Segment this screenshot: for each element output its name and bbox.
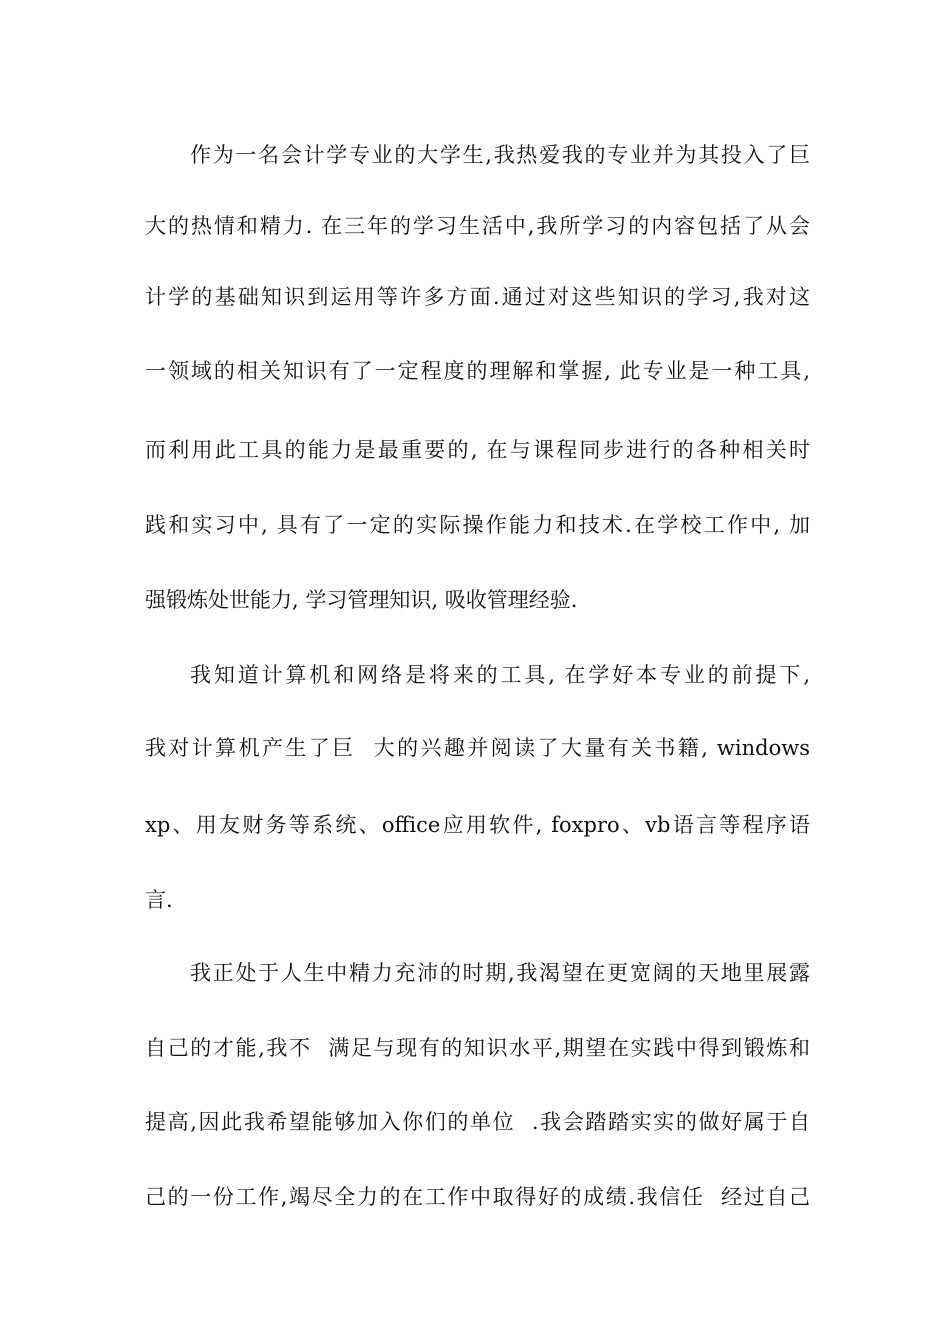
paragraph-3-line-2: 自己的才能,我不 满足与现有的知识水平,期望在实践中得到锻炼和: [145, 1036, 810, 1060]
paragraph-3-line-3: 提高,因此我希望能够加入你们的单位 .我会踏踏实实的做好属于自: [145, 1110, 810, 1134]
paragraph-1-line-4: 一领域的相关知识有了一定程度的理解和掌握, 此专业是一种工具,: [145, 359, 810, 383]
paragraph-1-line-1: 作为一名会计学专业的大学生,我热爱我的专业并为其投入了巨: [190, 143, 810, 167]
paragraph-1-line-6: 践和实习中, 具有了一定的实际操作能力和技术.在学校工作中, 加: [145, 513, 810, 537]
paragraph-2-line-1: 我知道计算机和网络是将来的工具, 在学好本专业的前提下,: [190, 663, 810, 687]
paragraph-2-line-4: 言.: [145, 888, 173, 912]
paragraph-1-line-2: 大的热情和精力. 在三年的学习生活中,我所学习的内容包括了从会: [145, 214, 810, 238]
paragraph-1-line-5: 而利用此工具的能力是最重要的, 在与课程同步进行的各种相关时: [145, 438, 810, 462]
paragraph-2-line-3: xp、用友财务等系统、office应用软件, foxpro、vb语言等程序语: [145, 813, 810, 837]
paragraph-1-line-7: 强锻炼处世能力, 学习管理知识, 吸收管理经验.: [145, 588, 578, 612]
paragraph-1-line-3: 计学的基础知识到运用等许多方面.通过对这些知识的学习,我对这: [145, 285, 810, 309]
paragraph-2-line-2: 我对计算机产生了巨 大的兴趣并阅读了大量有关书籍, windows: [145, 736, 810, 760]
paragraph-3-line-4: 己的一份工作,竭尽全力的在工作中取得好的成绩.我信任 经过自己: [145, 1185, 810, 1209]
paragraph-3-line-1: 我正处于人生中精力充沛的时期,我渴望在更宽阔的天地里展露: [190, 961, 810, 985]
